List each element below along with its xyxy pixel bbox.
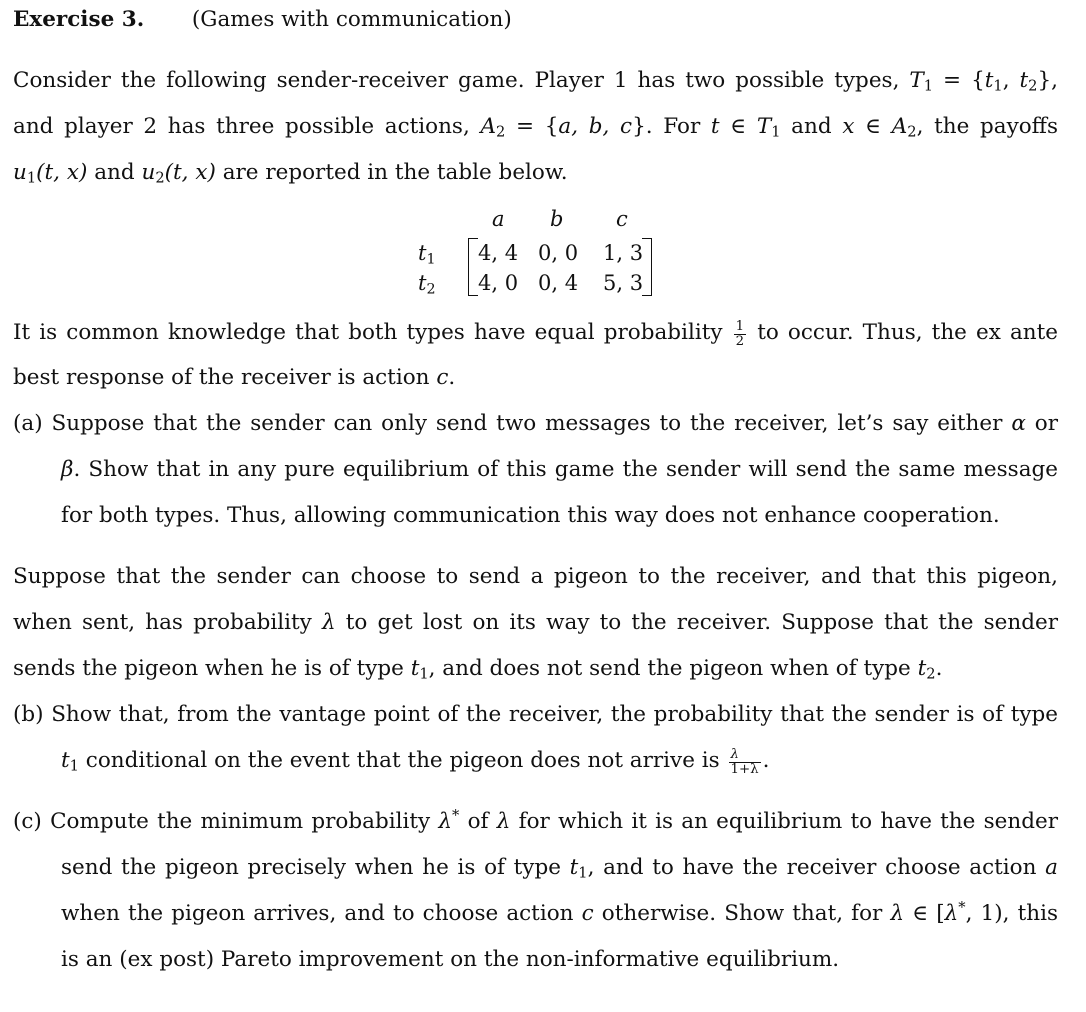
matrix-row-label-t1: $t_1$ — [418, 241, 436, 268]
part-c-line-2: send the pigeon precisely when he is of type $t_1$, and to have the receiver choose action a — [61, 855, 1058, 882]
matrix-right-bracket — [642, 238, 652, 296]
intro-line-3: $u_1(t$, x) and $u_2(t$, x) are reported in the table below. — [13, 160, 568, 187]
matrix-row-label-t2: $t_2$ — [418, 271, 436, 298]
pigeon-line-1: Suppose that the sender can choose to send a pigeon to the receiver, and that this pigeon, — [13, 564, 1058, 589]
matrix-col-a: a — [492, 207, 505, 231]
intro-line-2: and player 2 has three possible actions, $A_2 = \{a$, b, c}. For t ∈ $T_1$ and x ∈ $A_2$, the payoffs — [13, 114, 1058, 141]
common-line-2: best response of the receiver is action c. — [13, 365, 456, 390]
part-a-line-1: (a) Suppose that the sender can only send two messages to the receiver, let’s say either α or — [13, 411, 1058, 436]
common-line-1: It is common knowledge that both types have equal probability $\frac{1}{2}$ to occur. Thus, the ex ante — [13, 318, 1059, 349]
exercise-heading — [13, 6, 1058, 34]
pigeon-line-2: when sent, has probability λ to get lost on its way to the receiver. Suppose that the sender — [13, 610, 1058, 635]
matrix-col-c: c — [616, 207, 628, 231]
matrix-cell: 1, 3 — [603, 241, 644, 265]
matrix-cell: 4, 4 — [478, 241, 519, 265]
part-a-line-3: for both types. Thus, allowing communication this way does not enhance cooperation. — [61, 503, 1000, 528]
part-b-line-1: (b) Show that, from the vantage point of the receiver, the probability that the sender is of type — [13, 702, 1058, 727]
fraction-lambda: $\frac{\lambda}{1+\lambda}$ — [730, 746, 759, 777]
part-c-line-1: (c) Compute the minimum probability λ* of λ for which it is an equilibrium to have the sender — [13, 806, 1058, 834]
exercise-label: Exercise 3. — [13, 7, 145, 32]
matrix-cell: 4, 0 — [478, 271, 519, 295]
part-a-line-2: β. Show that in any pure equilibrium of this game the sender will send the same message — [61, 457, 1058, 482]
matrix-cell: 5, 3 — [603, 271, 644, 295]
pigeon-line-3: sends the pigeon when he is of type $t_1$, and does not send the pigeon when of type $t_2$. — [13, 656, 943, 683]
matrix-left-bracket — [468, 238, 478, 296]
matrix-col-b: b — [550, 207, 564, 231]
fraction-one-half: $\frac{1}{2}$ — [735, 318, 745, 349]
intro-line-1: Consider the following sender-receiver game. Player 1 has two possible types, $T_1 = \{t_1$, $t_2$}, — [13, 68, 1058, 95]
part-b-line-2: $t_1$ conditional on the event that the pigeon does not arrive is $\frac{\lambda}{1+\lambda}$ . — [61, 746, 770, 777]
matrix-cell: 0, 0 — [538, 241, 579, 265]
part-c-line-4: is an (ex post) Pareto improvement on the non-informative equilibrium. — [61, 947, 840, 972]
exercise-topic: (Games with communication) — [191, 7, 512, 32]
matrix-cell: 0, 4 — [538, 271, 579, 295]
part-c-line-3: when the pigeon arrives, and to choose action c otherwise. Show that, for λ ∈ [λ*, 1), this — [61, 898, 1058, 926]
